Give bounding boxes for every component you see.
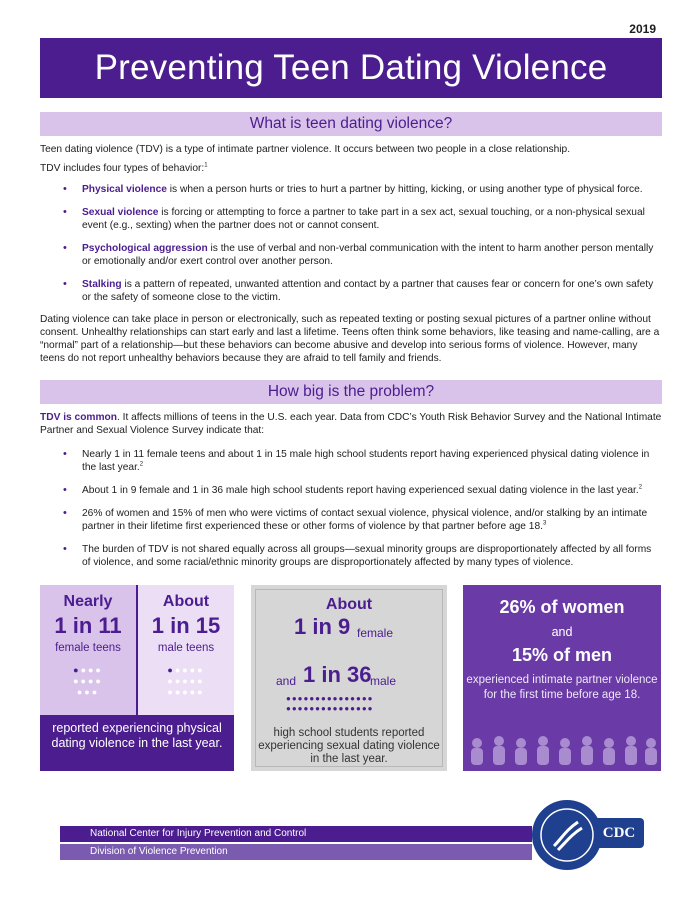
types-lead [40, 162, 664, 175]
term: Psychological aggression [82, 243, 208, 254]
male-qualifier: About [162, 593, 210, 610]
male-label: male [370, 674, 397, 688]
female-dot-grid-icon: ●●●● ●●●● ●●● [73, 665, 103, 697]
section-heading-problem: How big is the problem? [40, 380, 662, 404]
panel2-caption: high school students reported experiencing sexual dating violence in the last year. [258, 727, 440, 765]
physical-violence-panel [40, 585, 234, 771]
bullet-icon: • [63, 448, 67, 460]
sexual-violence-panel [251, 585, 447, 771]
lead-text: . It affects millions of teens in the U.S. each year. Data from CDC’s Youth Risk Behavior Survey and the National Intimate Partner and Sexual Violence Survey indicate that: [40, 412, 662, 436]
and-label: and [551, 625, 573, 639]
bullet-icon: • [63, 484, 67, 496]
bullet-icon: • [63, 507, 67, 519]
footnote-ref: 3 [542, 520, 547, 527]
list-item [60, 543, 660, 569]
lead-emphasis: TDV is common [40, 412, 117, 423]
definition: is when a person hurts or tries to hurt a partner by hitting, kicking, or using another type of physical force. [166, 184, 643, 195]
bullet-icon: • [63, 242, 67, 254]
female-label: female [357, 626, 394, 640]
bullet-icon: • [63, 278, 67, 290]
women-stat: 26% of women [499, 597, 625, 617]
people-silhouettes-icon [463, 735, 661, 765]
female-column [40, 585, 136, 715]
fact-text: 26% of women and 15% of men who were victims of contact sexual violence, physical violence, and/or stalking by an intimate partner in their lifetime first experienced these or other forms of violence by that partner before age 18. [82, 508, 648, 532]
definition: is forcing or attempting to force a partner to take part in a sex act, sexual touching, or a non-physical sexual event (e.g., sexting) when the partner does not or cannot consent. [82, 207, 645, 231]
bullet-icon: • [63, 183, 67, 195]
panel2-frame [255, 589, 443, 767]
male-group: male teens [157, 642, 215, 654]
list-item [60, 183, 660, 196]
year-label: 2019 [629, 22, 656, 36]
dv-types-list [60, 183, 660, 314]
cdc-logo: CDC [594, 818, 644, 848]
page-title: Preventing Teen Dating Violence [40, 38, 662, 98]
term: Sexual violence [82, 207, 159, 218]
male-stat: 1 in 15 [151, 613, 221, 638]
footnote-ref: 1 [204, 162, 208, 169]
panel3-caption: experienced intimate partner violence for the first time before age 18. [466, 674, 658, 701]
list-item [60, 507, 660, 533]
fact-text: About 1 in 9 female and 1 in 36 male high school students report having experienced sexual dating violence in the last year. [82, 485, 639, 496]
list-item [60, 278, 660, 304]
bullet-icon: • [63, 206, 67, 218]
list-item [60, 448, 660, 474]
bullet-icon: • [63, 543, 67, 555]
definition: is a pattern of repeated, unwanted attention and contact by a partner that causes fear or concern for one’s own safety or the safety of someone close to the victim. [82, 279, 654, 303]
male-dot-grid-icon: ●●●●● ●●●●● ●●●●● [167, 665, 205, 697]
intro-paragraph: Teen dating violence (TDV) is a type of intimate partner violence. It occurs between two people in a close relationship. [40, 144, 571, 155]
female-stat: 1 in 9 [294, 614, 351, 639]
list-item [60, 206, 660, 232]
closing-paragraph: Dating violence can take place in person or electronically, such as repeated texting or posting sexual pictures of a partner online without consent. Unhealthy relationships can start early and last a lifetime. Teens often think some behaviors, like teasing and name-calling, are a “normal” part of a relationship—but these behaviors can become abusive and develop into serious forms of violence. However, many teens do not report unhealthy behaviors because they are afraid to tell family and friends. [40, 314, 660, 364]
types-lead-text: TDV includes four types of behavior: [40, 163, 205, 174]
male-stat: 1 in 36 [303, 662, 372, 687]
fact-text: Nearly 1 in 11 female teens and about 1 in 15 male high school students report having experienced physical dating violence in the last year. [82, 449, 650, 473]
footer-division-name: Division of Violence Prevention [60, 844, 532, 860]
hhs-seal-icon [532, 800, 602, 870]
dot-grid-icon: ●●●●●●●●●●●●●●● ●●●●●●●●●●●●●●● [286, 694, 374, 713]
footer-center-name: National Center for Injury Prevention and Control [60, 826, 532, 842]
male-column [138, 585, 234, 715]
female-group: female teens [55, 642, 121, 654]
first-violence-panel [463, 585, 661, 771]
section-heading-what: What is teen dating violence? [40, 112, 662, 136]
female-qualifier: Nearly [63, 593, 113, 610]
footnote-ref: 2 [638, 484, 643, 491]
panel1-caption: reported experiencing physical dating violence in the last year. [51, 721, 223, 750]
list-item [60, 484, 660, 497]
term: Physical violence [82, 184, 167, 195]
female-stat: 1 in 11 [54, 613, 122, 638]
fact-text: The burden of TDV is not shared equally across all groups—sexual minority groups are disproportionately affected by all forms of violence, and some racial/ethnic minority groups are disproportionately affected by many types of violence. [82, 544, 652, 568]
facts-list [60, 448, 660, 579]
footnote-ref: 2 [139, 461, 144, 468]
list-item [60, 242, 660, 268]
and-label: and [276, 674, 297, 688]
term: Stalking [82, 279, 122, 290]
problem-lead [40, 411, 664, 437]
definition: is the use of verbal and non-verbal communication with the intent to harm another person mentally or emotionally and/or exert control over another person. [82, 243, 654, 267]
panel2-qualifier: About [325, 596, 373, 613]
men-stat: 15% of men [511, 645, 613, 665]
